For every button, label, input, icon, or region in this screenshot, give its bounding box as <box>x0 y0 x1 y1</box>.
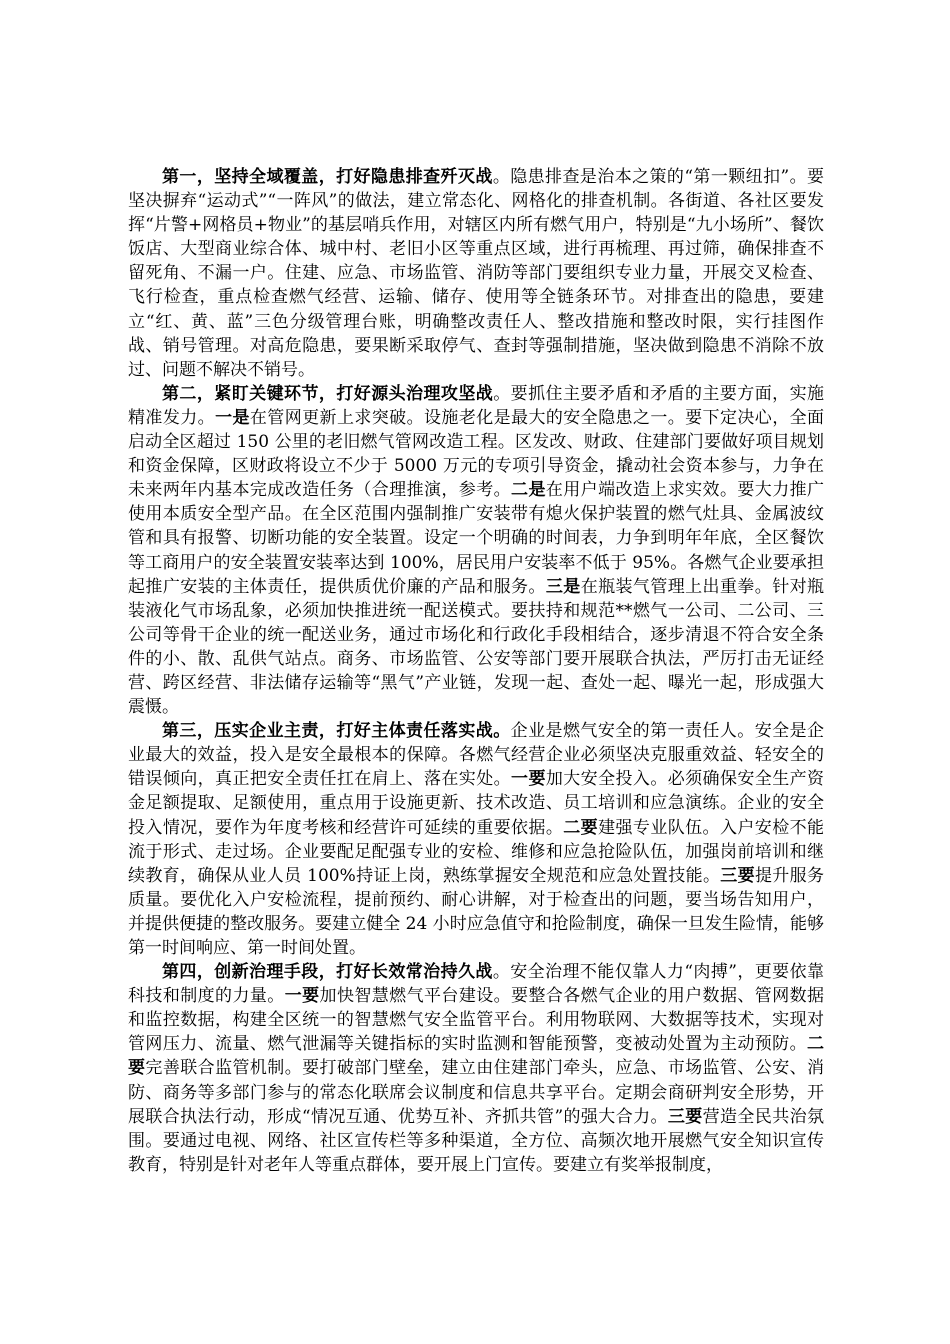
point-marker: 一要 <box>284 986 320 1007</box>
point-marker: 三是 <box>545 576 581 597</box>
body-run: 提升服务质量。要优化入户安检流程，提前预约、耐心讲解，对于检查出的问题，要当场告知用户，并提供便捷的整改服务。要建立健全 24 小时应急值守和抢险制度，确保一旦发生险情，能够第一时间响应、第一时间处置。 <box>128 865 824 958</box>
body-run: 建强专业队伍。入户安检不能流于形式、走过场。企业要配足配强专业的安检、维修和应急抢险队伍，加强岗前培训和继续教育，确保从业人员 100%持证上岗，熟练掌握安全规范和应急处置技能。 <box>128 817 825 886</box>
document-page <box>128 165 824 1177</box>
body-run: 。安全治理不能仅靠人力“肉搏”，更要依靠科技和制度的力量。 <box>128 962 824 1007</box>
body-run: 加大安全投入。必须确保安全生产资金足额提取、足额使用，重点用于设施更新、技术改造、员工培训和应急演练。企业的安全投入情况，要作为年度考核和经营许可延续的重要依据。 <box>128 769 825 838</box>
point-marker: 二要 <box>563 817 599 838</box>
paragraph-4 <box>128 960 824 1177</box>
body-run: 。隐患排查是治本之策的“第一颗纽扣”。要坚决摒弃“运动式”“一阵风”的做法，建立常态化、网格化的排查机制。各街道、各社区要发挥“片警+网格员+物业”的基层哨兵作用，对辖区内所有燃气用户，特别是“九小场所”、餐饮饭店、大型商业综合体、城中村、老旧小区等重点区域，进行再梳理、再过筛，确保排查不留死角、不漏一户。住建、应急、市场监管、消防等部门要组织专业力量，开展交叉检查、飞行检查，重点检查燃气经营、运输、储存、使用等全链条环节。对排查出的隐患，要建立“红、黄、蓝”三色分级管理台账，明确整改责任人、整改措施和整改时限，实行挂图作战、销号管理。对高危隐患，要果断采取停气、查封等强制措施，坚决做到隐患不消除不放过、问题不解决不销号。 <box>128 167 824 380</box>
body-run: 加快智慧燃气平台建设。要整合各燃气企业的用户数据、管网数据和监控数据，构建全区统一的智慧燃气安全监管平台。利用物联网、大数据等技术，实现对管网压力、流量、燃气泄漏等关键指标的实时监测和智能预警，变被动处置为主动预防。 <box>128 986 825 1055</box>
point-marker: 三要 <box>667 1106 703 1127</box>
body-run: 企业是燃气安全的第一责任人。安全是企业最大的效益，投入是安全最根本的保障。各燃气经营企业必须坚决克服重效益、轻安全的错误倾向，真正把安全责任扛在肩上、落在实处。 <box>128 721 825 790</box>
point-marker: 二是 <box>511 480 546 501</box>
body-run: 营造全民共治氛围。要通过电视、网络、社区宣传栏等多种渠道，全方位、高频次地开展燃气安全知识宣传教育，特别是针对老年人等重点群体，要开展上门宣传。要建立有奖举报制度， <box>128 1106 824 1175</box>
heading-run: 第一，坚持全域覆盖，打好隐患排查歼灭战 <box>162 167 493 187</box>
point-marker: 三要 <box>720 865 755 886</box>
point-marker: 二要 <box>128 1034 824 1079</box>
body-run: 在管网更新上求突破。设施老化是最大的安全隐患之一。要下定决心，全面启动全区超过 150 公里的老旧燃气管网改造工程。区发改、财政、住建部门要做好项目规划和资金保障，区财政将设立不少于 5000 万元的专项引导资金，撬动社会资本参与，力争在未来两年内基本完成改造任务（合理推演，参考。 <box>128 407 825 501</box>
heading-run: 第二，紧盯关键环节，打好源头治理攻坚战 <box>162 383 494 404</box>
paragraph-3 <box>128 719 824 960</box>
heading-run: 第四，创新治理手段，打好长效常治持久战 <box>162 962 493 983</box>
paragraph-2 <box>128 382 824 719</box>
body-run: 在瓶装气管理上出重拳。针对瓶装液化气市场乱象，必须加快推进统一配送模式。要扶持和规范**燃气一公司、二公司、三公司等骨干企业的统一配送业务，通过市场化和行政化手段相结合，逐步清退不符合安全条件的小、散、乱供气站点。商务、市场监管、公安等部门要开展联合执法，严厉打击无证经营、跨区经营、非法储存运输等“黑气”产业链，发现一起、查处一起、曝光一起，形成强大震慑。 <box>128 576 825 718</box>
body-run: 在用户端改造上求实效。要大力推广使用本质安全型产品。在全区范围内强制推广安装带有熄火保护装置的燃气灶具、金属波纹管和具有报警、切断功能的安全装置。设定一个明确的时间表，力争到明年年底，全区餐饮等工商用户的安全装置安装率达到 100%，居民用户安装率不低于 95%。各燃气企业要承担起推广安装的主体责任，提供质优价廉的产品和服务。 <box>128 480 825 597</box>
heading-run: 第三，压实企业主责，打好主体责任落实战。 <box>162 721 511 742</box>
body-run: 完善联合监管机制。要打破部门壁垒，建立由住建部门牵头，应急、市场监管、公安、消防、商务等多部门参与的常态化联席会议制度和信息共享平台。定期会商研判安全形势，开展联合执法行动，形成“情况互通、优势互补、齐抓共管”的强大合力。 <box>128 1058 825 1127</box>
point-marker: 一要 <box>511 769 546 790</box>
point-marker: 一是 <box>215 407 250 428</box>
paragraph-1 <box>128 165 824 382</box>
body-run: 。要抓住主要矛盾和矛盾的主要方面，实施精准发力。 <box>128 383 825 428</box>
